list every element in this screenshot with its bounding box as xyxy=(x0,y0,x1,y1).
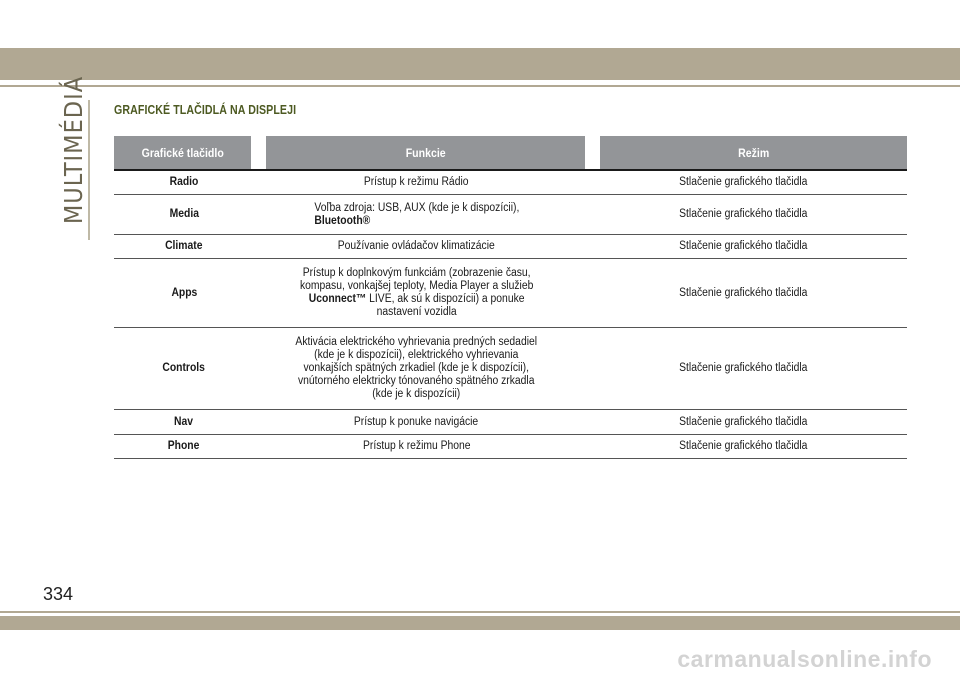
table-row xyxy=(114,235,907,259)
row-name: Media xyxy=(169,208,199,220)
row-function: Prístup k ponuke navigácie xyxy=(354,415,479,428)
row-name: Controls xyxy=(162,362,206,374)
row-name: Climate xyxy=(165,240,203,252)
header-mode: Režim xyxy=(600,136,907,169)
row-mode: Stlačenie grafického tlačidla xyxy=(678,415,808,428)
sidebar-section-title: MULTIMÉDIÁ xyxy=(58,75,88,225)
watermark-text: carmanualsonline.info xyxy=(677,645,932,672)
top-decorative-band xyxy=(0,48,960,80)
top-decorative-line xyxy=(0,85,960,87)
row-name: Apps xyxy=(171,286,197,299)
page-number: 334 xyxy=(43,584,74,604)
table-header xyxy=(114,136,907,169)
header-functions: Funkcie xyxy=(266,136,585,169)
row-mode: Stlačenie grafického tlačidla xyxy=(678,208,808,220)
row-mode: Stlačenie grafického tlačidla xyxy=(678,362,808,374)
row-mode: Stlačenie grafického tlačidla xyxy=(678,240,808,252)
bottom-decorative-line xyxy=(0,611,960,613)
bottom-decorative-band xyxy=(0,616,960,630)
table-row xyxy=(114,328,907,410)
sidebar-rule xyxy=(88,100,90,240)
row-name: Phone xyxy=(168,440,200,452)
row-name: Radio xyxy=(169,176,199,188)
row-function: Aktivácia elektrického vyhrievania predných sedadiel (kde je k dispozícii), elektrického vyhrievania vonkajších spätných zrkadiel (kde je k dispozícii), vnútorného elektricky tónovaného spätného zrkadla (kde je k dispozícii) xyxy=(295,336,538,400)
row-mode: Stlačenie grafického tlačidla xyxy=(678,440,808,452)
table-row xyxy=(114,171,907,195)
row-mode: Stlačenie grafického tlačidla xyxy=(678,176,808,188)
table-row xyxy=(114,410,907,435)
row-name: Nav xyxy=(174,415,194,428)
row-function: Prístup k režimu Rádio xyxy=(364,176,469,188)
table-row xyxy=(114,259,907,328)
buttons-table xyxy=(114,136,907,459)
row-function: Prístup k režimu Phone xyxy=(362,440,471,452)
table-row xyxy=(114,195,907,235)
row-function: Prístup k doplnkovým funkciám (zobrazenie času, kompasu, vonkajšej teploty, Media Player a služieb Uconnect™ LIVE, ak sú k dispozícii) a ponuke nastavení vozidla xyxy=(299,267,534,318)
section-title: GRAFICKÉ TLAČIDLÁ NA DISPLEJI xyxy=(114,103,297,117)
watermark xyxy=(0,640,960,678)
row-mode: Stlačenie grafického tlačidla xyxy=(678,286,808,299)
header-button: Grafické tlačidlo xyxy=(114,136,251,169)
row-function: Voľba zdroja: USB, AUX (kde je k dispozícii), Bluetooth® xyxy=(314,201,519,227)
table-row xyxy=(114,435,907,459)
row-function: Používanie ovládačov klimatizácie xyxy=(337,240,496,252)
